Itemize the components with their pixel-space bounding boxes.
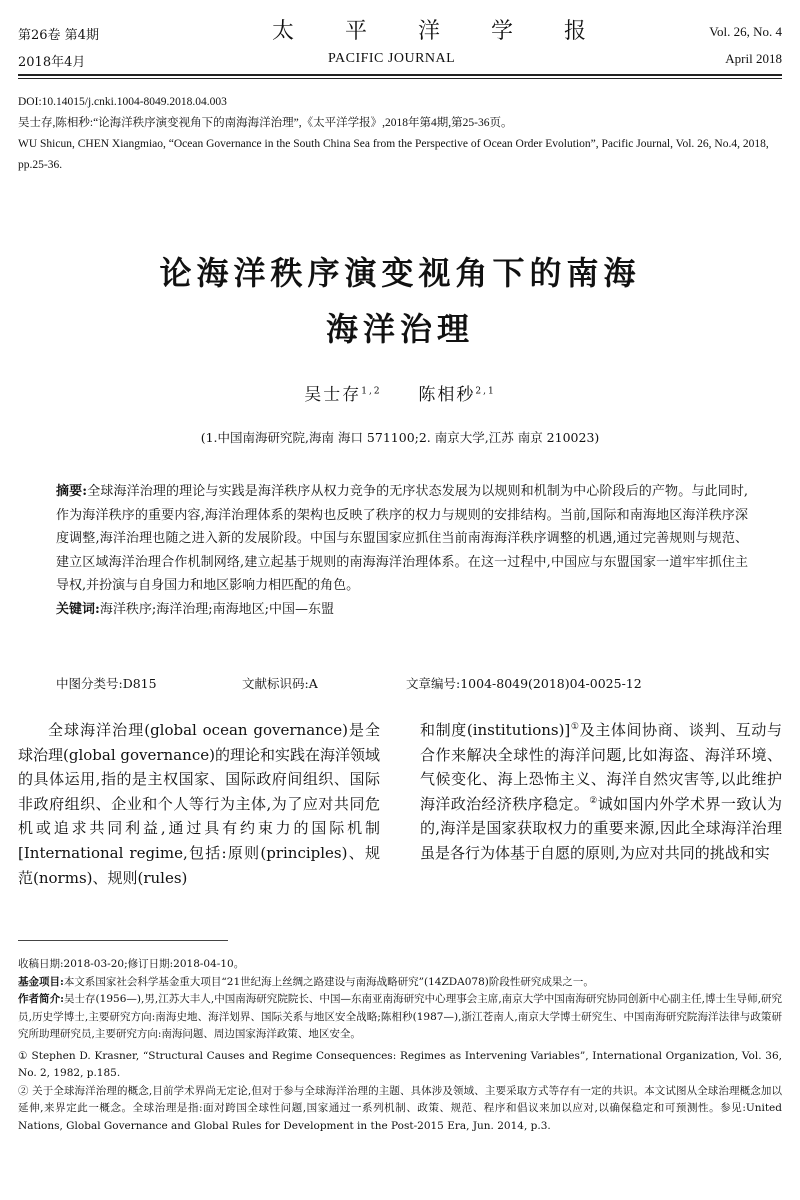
body-text: 和制度(institutions)] [420,721,571,739]
header-rule [18,74,782,76]
author-affil-mark: 1,2 [361,386,382,397]
bio-text: 吴士存(1956—),男,江苏大丰人,中国南海研究院院长、中国—东南亚南海研究中心理事会主席,南京大学中国南海研究协同创新中心副主任,博士生导师,研究员,历史学博士,主要研究方向:南海史地、海洋划界、国际关系与地区安全战略;陈相秒(1987—),浙江苍南人,南京大学博士研究生、中国南海研究院海洋法律与政策研究所助理研究员,主要研究方向:南海问题、周边国家海洋政策、地区安全。 [18,993,782,1040]
footnote-2 [18,1083,782,1136]
classification-line [56,674,748,694]
fund-note [18,974,782,992]
body-column-right [420,718,782,866]
running-header [0,0,800,74]
volume-issue-en: Vol. 26, No. 4 [709,24,782,39]
footnote-mark: ① [18,1049,28,1062]
header-rule-thin [18,78,782,79]
clc-number: 中图分类号:D815 [56,676,157,691]
affiliation: (1.中国南海研究院,海南 海口 571100;2. 南京大学,江苏 南京 210023) [200,430,600,445]
keywords-label: 关键词: [56,601,100,617]
body-text: 及主体间协商、谈判、互动与合作来解决全球性的海洋问题,比如海盗、海洋环境、气候变化、海上恐怖主义、海洋自然灾害等,以此维护海洋政治经济秩序稳定。 [420,721,782,813]
body-paragraph [420,718,782,866]
footnote-ref[interactable]: ② [589,795,598,806]
footnote-text: Stephen D. Krasner, “Structural Causes and Regime Consequences: Regimes as Intervening Variables”, International Organization, Vol. 36, No. 2, 1982, p.185. [18,1049,782,1079]
author-name: 陈相秒 [418,385,476,405]
footnotes [18,956,782,1135]
footnote-ref[interactable]: ① [570,722,580,732]
fund-text: 本文系国家社会科学基金重大项目“21世纪海上丝绸之路建设与南海战略研究”(14ZDA078)阶段性研究成果之一。 [63,975,594,988]
doi: DOI:10.14015/j.cnki.1004-8049.2018.04.003 [18,96,227,108]
authors [0,380,800,405]
article-title-line1: 论海洋秩序演变视角下的南海 [159,254,641,292]
body-paragraph: 全球海洋治理(global ocean governance)是全球治理(global governance)的理论和实践在海洋领域的具体运用,指的是主权国家、国际政府间组织、国际非政府组织、企业和个人等行为主体,为了应对共同危机或追求共同利益,通过具有约束力的国际机制[International regime,包括:原则(principles)、规范(norms)、规则(rules) [18,721,380,887]
keywords: 海洋秩序;海洋治理;南海地区;中国—东盟 [99,601,334,617]
body-text: 诚如国内外学术界一致认为的,海洋是国家获取权力的重要来源,因此全球海洋治理虽是各行为体基于自愿的原则,为应对共同的挑战和实 [420,794,782,862]
author-name: 吴士存 [304,385,362,405]
citation-en: WU Shicun, CHEN Xiangmiao, “Ocean Governance in the South China Sea from the Perspective of Ocean Order Evolution”, Pacific Journal, Vol. 26, No.4, 2018, pp.25-36. [18,138,769,171]
document-code: 文献标识码:A [242,676,318,691]
date-cn: 2018年4月 [18,55,86,70]
footnote-rule [18,940,228,941]
body-column-left [18,718,380,890]
journal-title-cn: 太 平 洋 学 报 [272,19,608,44]
abstract [56,480,748,621]
footnote-mark: ② [18,1084,29,1097]
footnote-1 [18,1048,782,1083]
abstract-label: 摘要: [56,484,88,499]
author-bio [18,991,782,1044]
article-title-line2: 海洋治理 [325,310,474,348]
volume-issue-cn: 第26卷 第4期 [18,28,99,43]
citation-block [18,92,782,176]
journal-title-en: PACIFIC JOURNAL [328,51,456,66]
fund-label: 基金项目: [18,975,64,988]
footnote-text: 关于全球海洋治理的概念,目前学术界尚无定论,但对于参与全球海洋治理的主题、具体涉及领域、主要采取方式等存有一定的共识。本文试图从全球治理概念加以延伸,来界定此一概念。全球治理是指:面对跨国全球性问题,国家通过一系列机制、政策、规范、程序和倡议来加以应对,以确保稳定和可预测性。参见:United Nations, Global Governance and Global Rules for Development in the Post-2015 Era, Jun. 2014, p.3. [18,1084,783,1132]
received-dates: 收稿日期:2018-03-20;修订日期:2018-04-10。 [18,958,245,970]
author-affil-mark: 2,1 [475,386,496,397]
article-number: 文章编号:1004-8049(2018)04-0025-12 [406,676,642,691]
abstract-text: 全球海洋治理的理论与实践是海洋秩序从权力竞争的无序状态发展为以规则和机制为中心阶段后的产物。与此同时,作为海洋秩序的重要内容,海洋治理体系的架构也反映了秩序的权力与规则的安排结构。当前,国际和南海地区海洋秩序深度调整,海洋治理也随之进入新的发展阶段。中国与东盟国家应抓住当前南海海洋秩序调整的机遇,通过完善规则与规范、建立区域海洋治理合作机制网络,建立起基于规则的南海海洋治理体系。在这一过程中,中国应与东盟国家一道牢牢抓住主导权,并扮演与自身国力和地区影响力相匹配的角色。 [56,484,748,593]
bio-label: 作者简介: [18,993,64,1005]
citation-cn: 吴士存,陈相秒:“论海洋秩序演变视角下的南海海洋治理”,《太平洋学报》,2018年第4期,第25-36页。 [18,117,513,129]
date-en: April 2018 [725,51,782,66]
